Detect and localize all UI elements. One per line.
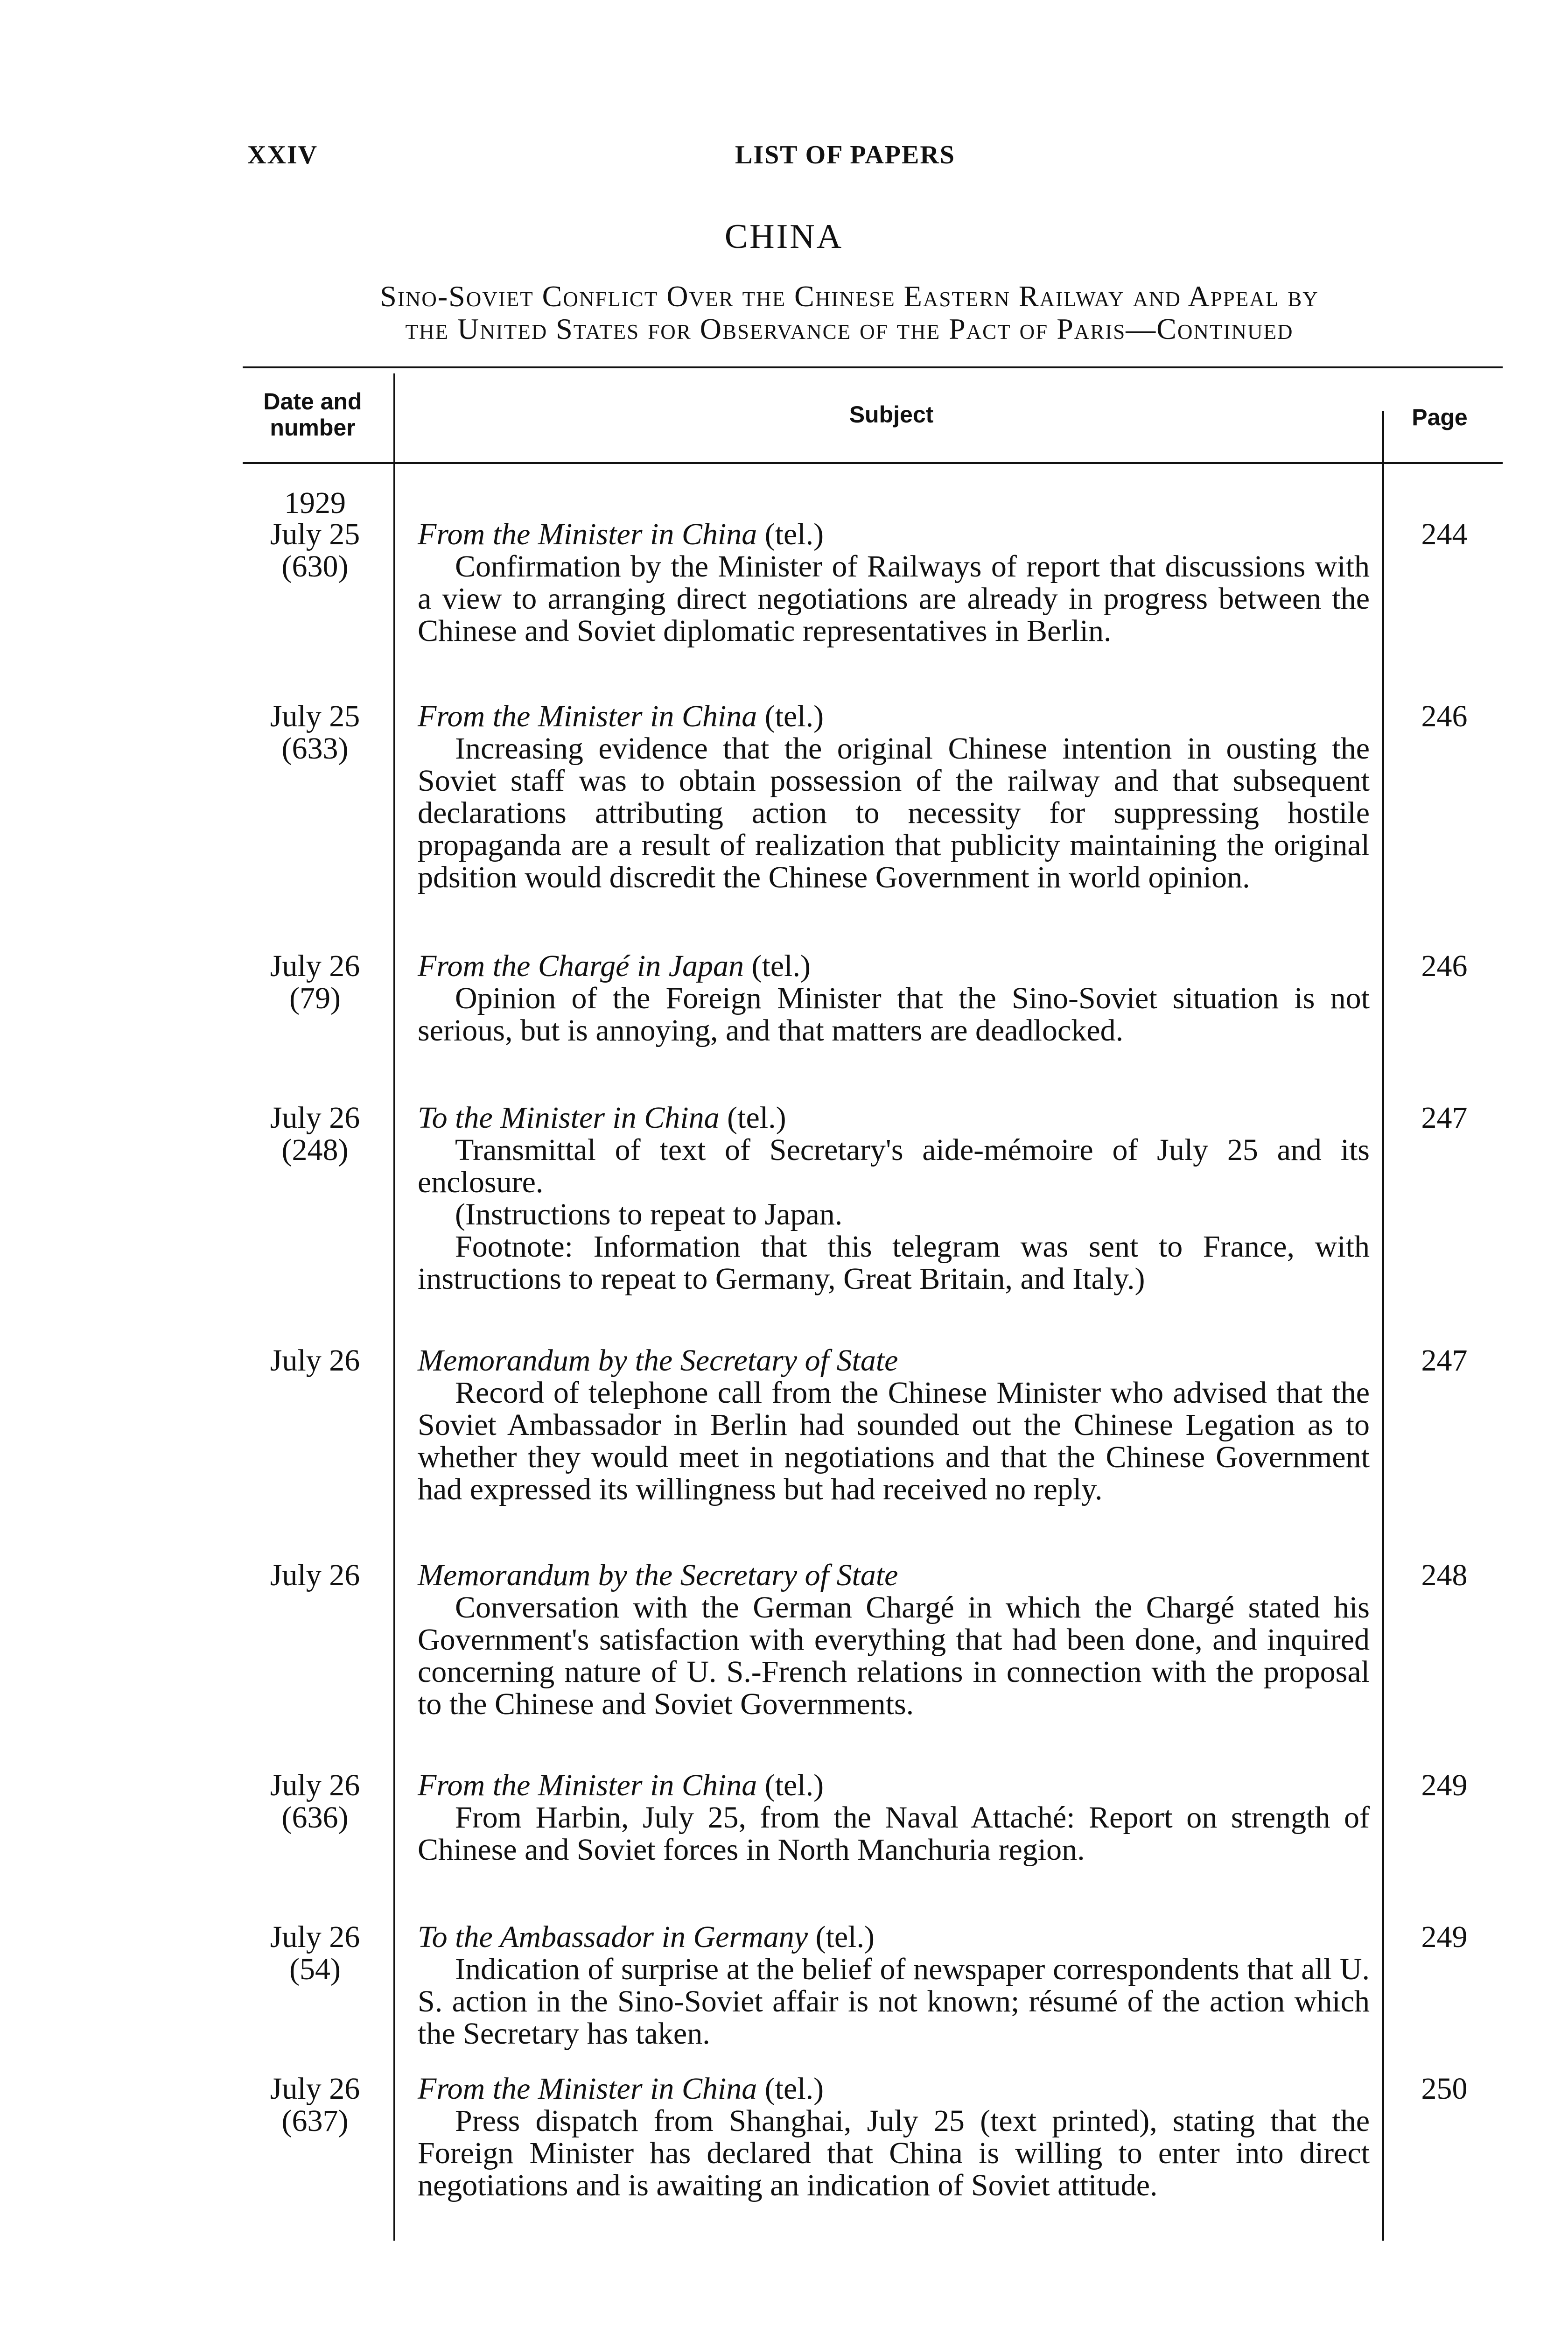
- section-title-line-1: Sino-Soviet Conflict Over the Chinese Eastern Railway and Appeal by: [380, 280, 1319, 313]
- folio: XXIV: [247, 141, 318, 169]
- running-title: LIST OF PAPERS: [735, 141, 955, 169]
- entry-page: 244: [1421, 517, 1468, 551]
- entry-subject: From the Minister in China (tel.) Increasing evidence that the original Chinese intention in ousting the Soviet staff was to obtain possession of the railway and that subsequent declarations attributing action to necessity for suppressing hostile propaganda are a result of realization that publicity maintaining the original pdsition would discredit the Chinese Government in world opinion.: [418, 699, 1370, 894]
- entry-subject: To the Minister in China (tel.) Transmittal of text of Secretary's aide-mémoire of July 25 and its enclosure. (Instructions to repeat to Japan. Footnote: Information that this telegram was sent to France, with instructions to repeat to Germany, Great Britain, and Italy.): [418, 1101, 1370, 1296]
- entry-page: 246: [1421, 699, 1468, 733]
- entry-page: 247: [1421, 1101, 1468, 1135]
- entry-date: July 26: [270, 1343, 360, 1378]
- entry-subject: To the Ambassador in Germany (tel.) Indication of surprise at the belief of newspaper correspondents that all U. S. action in the Sino-Soviet affair is not known; résumé of the action which the Secretary has taken.: [418, 1920, 1370, 2051]
- entry-page: 250: [1421, 2072, 1468, 2106]
- country-heading: CHINA: [724, 218, 844, 256]
- entry-date: July 26 (248): [270, 1101, 360, 1167]
- entry-date: July 26 (79): [270, 949, 360, 1015]
- table-top-rule: [243, 366, 1503, 368]
- entry-page: 246: [1421, 949, 1468, 983]
- entry-date: July 26: [270, 1558, 360, 1592]
- column-header-page: Page: [1412, 404, 1468, 430]
- entry-subject: Memorandum by the Secretary of State Conversation with the German Chargé in which the Chargé stated his Government's satisfaction with everything that had been done, and inquired concerning nature of U. S.-French relations in connection with the proposal to the Chinese and Soviet Governments.: [418, 1558, 1370, 1721]
- entry-page: 247: [1421, 1343, 1468, 1378]
- column-divider-page: [1382, 411, 1384, 2241]
- entry-date: July 26 (637): [270, 2072, 360, 2138]
- entry-page: 249: [1421, 1920, 1468, 1954]
- entry-date: July 26 (54): [270, 1920, 360, 1986]
- entry-page: 249: [1421, 1768, 1468, 1802]
- column-divider-date: [393, 373, 395, 2241]
- entry-page: 248: [1421, 1558, 1468, 1592]
- entry-subject: From the Minister in China (tel.) Confirmation by the Minister of Railways of report that discussions with a view to arranging direct negotiations are already in progress between the Chinese and Soviet diplomatic representatives in Berlin.: [418, 517, 1370, 648]
- column-header-date: Date and number: [263, 388, 362, 441]
- table-header-rule: [243, 462, 1503, 464]
- entry-subject: Memorandum by the Secretary of State Record of telephone call from the Chinese Minister who advised that the Soviet Ambassador in Berlin had sounded out the Chinese Legation as to whether they would meet in negotiations and that the Chinese Government had expressed its willingness but had received no reply.: [418, 1343, 1370, 1506]
- entry-date: July 25 (633): [270, 699, 360, 766]
- year-label: 1929: [284, 486, 346, 520]
- section-title-line-2: the United States for Observance of the Pact of Paris—Continued: [405, 312, 1294, 345]
- entry-date: July 25 (630): [270, 517, 360, 584]
- entry-subject: From the Minister in China (tel.) From Harbin, July 25, from the Naval Attaché: Report on strength of Chinese and Soviet forces in North Manchuria region.: [418, 1768, 1370, 1867]
- entry-subject: From the Chargé in Japan (tel.) Opinion of the Foreign Minister that the Sino-Soviet situation is not serious, but is annoying, and that matters are deadlocked.: [418, 949, 1370, 1047]
- entry-date: July 26 (636): [270, 1768, 360, 1835]
- column-header-subject: Subject: [849, 401, 934, 428]
- entry-subject: From the Minister in China (tel.) Press dispatch from Shanghai, July 25 (text printed), stating that the Foreign Minister has declared that China is willing to enter into direct negotiations and is awaiting an indication of Soviet attitude.: [418, 2072, 1370, 2202]
